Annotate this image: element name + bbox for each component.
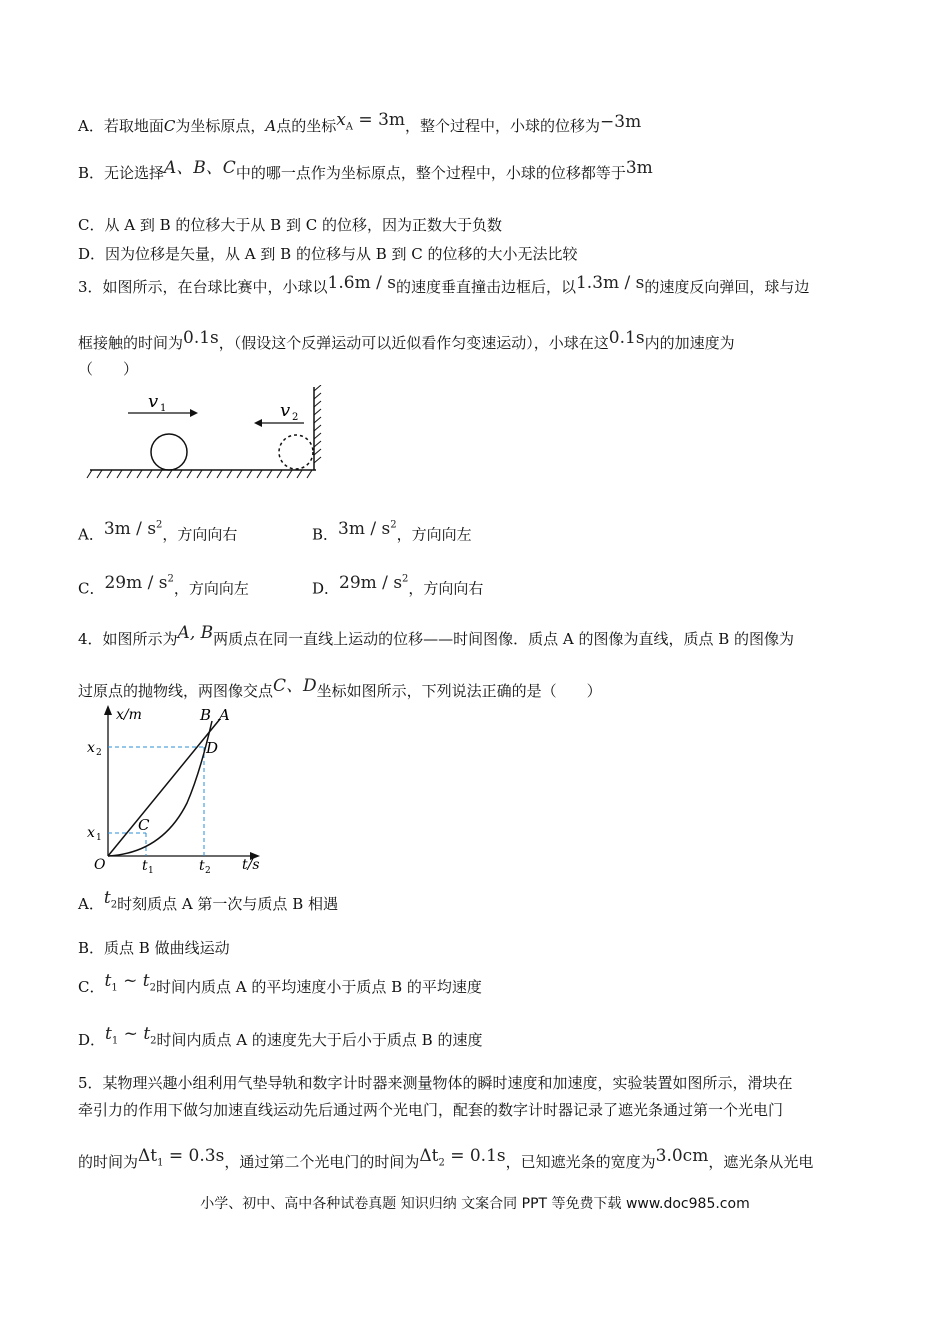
q5-line-1: 5．某物理兴趣小组利用气垫导轨和数字计时器来测量物体的瞬时速度和加速度，实验装置如图所示，滑块在 bbox=[78, 1074, 793, 1092]
q4-option-d: D．$t_1$ ~ $t_2$时间内质点 A 的速度先大于后小于质点 B 的速度 bbox=[78, 1024, 483, 1049]
svg-text:t: t bbox=[142, 858, 148, 873]
point-c-label: C bbox=[138, 816, 150, 834]
svg-text:t: t bbox=[199, 858, 205, 873]
q3-option-a: A．$3m / s^2$，方向向右 bbox=[78, 518, 238, 544]
curve-b-label: B bbox=[200, 706, 212, 724]
q4-line-2: 过原点的抛物线，两图像交点C、D坐标如图所示，下列说法正确的是（ ） bbox=[78, 676, 602, 700]
svg-text:x: x bbox=[87, 740, 95, 756]
svg-text:1: 1 bbox=[148, 866, 154, 873]
v2-label: v bbox=[280, 400, 291, 421]
q3-option-c: C．$29m / s^2$，方向向左 bbox=[78, 572, 249, 598]
svg-text:2: 2 bbox=[96, 748, 102, 758]
q4-option-a: A．$t_2$时刻质点 A 第一次与质点 B 相遇 bbox=[78, 888, 338, 913]
q2-option-b: B．无论选择A、B、C中的哪一点作为坐标原点，整个过程中，小球的位移都等于3m bbox=[78, 158, 653, 182]
q3-option-b: B．$3m / s^2$，方向向左 bbox=[312, 518, 472, 544]
ball-rebound bbox=[279, 435, 313, 469]
svg-text:1: 1 bbox=[96, 833, 102, 843]
svg-text:x: x bbox=[87, 825, 95, 841]
q3-line-1: 3．如图所示，在台球比赛中，小球以1.6m / s的速度垂直撞击边框后，以1.3m / s的速度反向弹回，球与边 bbox=[78, 273, 810, 296]
line-a bbox=[108, 719, 220, 856]
ball bbox=[151, 434, 187, 470]
q2-option-c: C．从 A 到 B 的位移大于从 B 到 C 的位移，因为正数大于负数 bbox=[78, 216, 502, 234]
svg-text:1: 1 bbox=[160, 403, 167, 414]
v1-label: v bbox=[148, 391, 159, 412]
q3-paren: （ ） bbox=[78, 360, 139, 378]
q5-line-3: 的时间为$\Delta t_1 = 0.3s$，通过第二个光电门的时间为$\Delta t_2 = 0.1s$，已知遮光条的宽度为3.0cm，遮光条从光电 bbox=[78, 1146, 814, 1171]
q4-option-c: C．$t_1$ ~ $t_2$时间内质点 A 的平均速度小于质点 B 的平均速度 bbox=[78, 971, 482, 996]
svg-text:O: O bbox=[94, 857, 106, 873]
svg-text:2: 2 bbox=[205, 866, 211, 873]
x-axis-label: t/s bbox=[242, 857, 260, 873]
q4-option-b: B．质点 B 做曲线运动 bbox=[78, 939, 230, 957]
q5-line-2: 牵引力的作用下做匀加速直线运动先后通过两个光电门，配套的数字计时器记录了遮光条通过第一个光电门 bbox=[78, 1101, 784, 1119]
q3-option-d: D．$29m / s^2$，方向向右 bbox=[312, 572, 484, 598]
svg-text:2: 2 bbox=[292, 412, 299, 423]
curve-a-label: A bbox=[219, 706, 230, 724]
point-d-label: D bbox=[206, 739, 219, 757]
point-c: C bbox=[163, 117, 176, 135]
y-axis-label: x/m bbox=[116, 707, 142, 723]
billiard-figure bbox=[86, 385, 326, 485]
q2-option-d: D．因为位移是矢量，从 A 到 B 的位移与从 B 到 C 的位移的大小无法比较 bbox=[78, 245, 578, 263]
q2-option-a: A．若取地面C为坐标原点，A点的坐标$x_A = 3m$，整个过程中，小球的位移为−3m bbox=[78, 110, 642, 135]
q3-line-2: 框接触的时间为0.1s，（假设这个反弹运动可以近似看作匀变速运动），小球在这0.1s内的加速度为 bbox=[78, 328, 735, 352]
page-footer: 小学、初中、高中各种试卷真题 知识归纳 文案合同 PPT 等免费下载 www.doc985.com bbox=[200, 1196, 750, 1212]
q4-line-1: 4．如图所示为A, B两质点在同一直线上运动的位移——时间图像．质点 A 的图像为直线，质点 B 的图像为 bbox=[78, 623, 795, 648]
xt-graph bbox=[82, 703, 272, 873]
